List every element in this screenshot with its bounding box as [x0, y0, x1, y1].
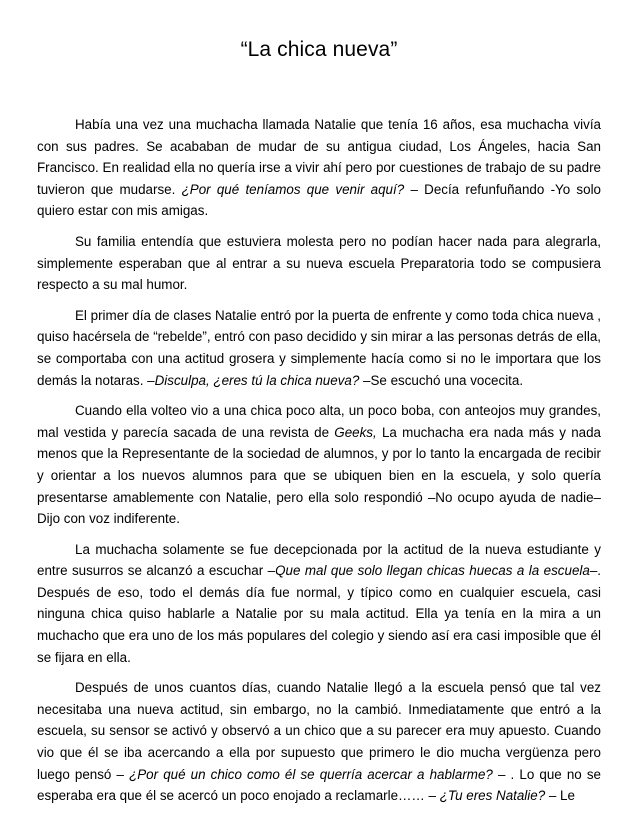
paragraph — [37, 400, 601, 530]
italic-text-run: ¿Tu eres Natalie? — [439, 788, 546, 804]
italic-text-run: Geeks, — [334, 424, 377, 440]
italic-text-run: Que mal que solo llegan chicas huecas a la escuela — [275, 563, 590, 579]
paragraph — [37, 114, 601, 222]
text-run: Había una vez una muchacha llamada Natalie que tenía 16 años, esa muchacha vivía con sus padres. Se acababan de mudar de su antigua ciudad, Los Ángeles, hacia San Francisco. En realidad ella no quería irse a vivir ahí pero por cuestiones de trabajo de su padre tuvieron que mudarse. — [37, 117, 601, 197]
text-run: –Se escuchó una vocecita. — [359, 372, 524, 388]
paragraph — [37, 305, 601, 391]
italic-text-run: ¿Por qué teníamos que venir aquí? — [181, 181, 405, 197]
paragraph — [37, 539, 601, 669]
text-run: La muchacha era nada más y nada menos que la Representante de la sociedad de alumnos, y por lo tanto la encargada de recibir y orientar a los nuevos alumnos para que se ubiquen bien en la escuela, y solo quería presentarse amablemente con Natalie, pero ella solo respondió –No ocupo ayuda de nadie– Dijo con voz indiferente. — [37, 424, 601, 527]
document-body — [37, 114, 601, 807]
text-run: –. Después de eso, todo el demás día fue normal, y típico como en cualquier escuela, casi ninguna chica quiso hablarle a Natalie por su mala actitud. Ella ya tenía en la mira a un muchacho que era uno de los más populares del colegio y siendo así era casi imposible que él se fijara en ella. — [37, 563, 601, 665]
italic-text-run: Disculpa, ¿eres tú la chica nueva? — [154, 372, 360, 388]
text-run: Después de unos cuantos días, cuando Natalie llegó a la escuela pensó que tal vez necesitaba una nueva actitud, sin embargo, no la cambió. Inmediatamente que entró a la escuela, su sensor se activó y observó a un chico que a su parecer era muy apuesto. Cuando vio que él se iba acercando a ella por supuesto que primero le dio mucha vergüenza pero luego pensó – — [37, 680, 601, 782]
text-run: El primer día de clases Natalie entró por la puerta de enfrente y como toda chica nueva , quiso hacérsela de “rebelde”, entró con paso decidido y sin mirar a las personas detrás de ella, se comportaba con una actitud grosera y simplemente hacía como si no le importara que los demás la notaras. – — [37, 307, 601, 388]
text-run: – . Lo que no se esperaba era que él se acercó un poco enojado a reclamarle…… – — [37, 766, 602, 804]
paragraph — [37, 231, 601, 296]
text-run: La muchacha solamente se fue decepcionada por la actitud de la nueva estudiante y entre susurros se alcanzó a escuchar – — [37, 541, 601, 579]
text-run: – Le — [545, 788, 575, 804]
paragraph — [37, 677, 601, 807]
text-run: – Decía refunfuñando -Yo solo quiero estar con mis amigas. — [37, 181, 601, 219]
text-run: Cuando ella volteo vio a una chica poco alta, un poco boba, con anteojos muy grandes, mal vestida y parecía sacada de una revista de — [37, 403, 601, 440]
document-title: “La chica nueva” — [240, 38, 398, 61]
italic-text-run: ¿Por qué un chico como él se querría acercar a hablarme? — [129, 766, 493, 782]
text-run: Su familia entendía que estuviera molesta pero no podían hacer nada para alegrarla, simplemente esperaban que al entrar a su nueva escuela Preparatoria todo se compusiera respecto a su mal humor. — [37, 233, 601, 293]
